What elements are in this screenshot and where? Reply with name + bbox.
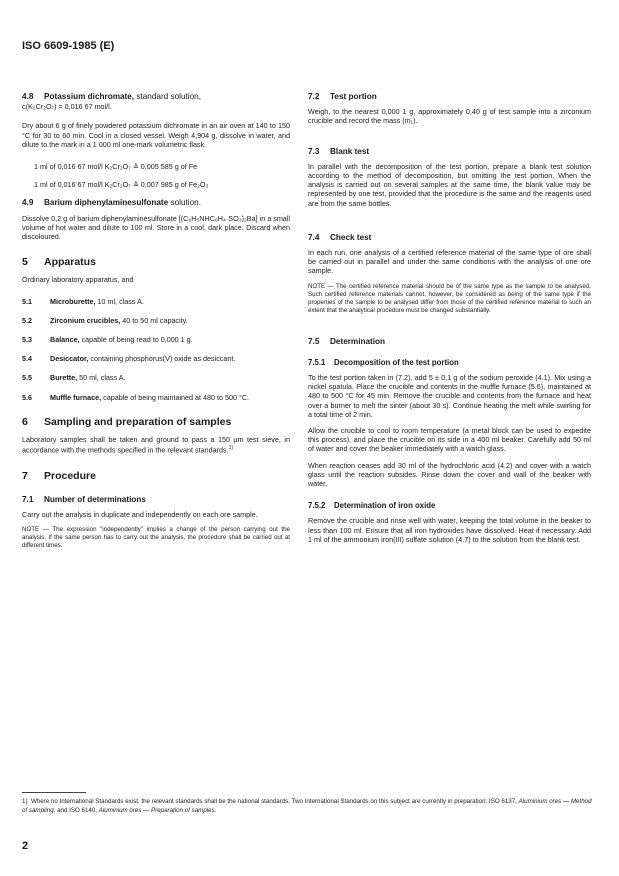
footnote-rule [22, 792, 86, 793]
section-7-5-heading: 7.5 Determination [308, 336, 386, 346]
formula-fe2o3: 1 ml of 0,016 67 mol/l K₂Cr₂O₇ ≙ 0,007 985 g of Fe₂O₃ [34, 180, 209, 190]
section-4-9-text: Dissolve 0,2 g of barium diphenylaminesulfonate [(C₆H₅NHC₆H₄·SO₃)₂Ba] in a small volume of hot water and dilute to 100 ml. Store in a cool, dark place. Discard when discoloured. [22, 213, 290, 242]
section-4-9-heading: 4.9 Barium diphenylaminesulfonate solution. [22, 198, 201, 208]
section-7-2-heading: 7.2 Test portion [308, 92, 377, 101]
section-6-text: Laboratory samples shall be taken and ground to pass a 150 µm test sieve, in accordance with the methods specified in the relevant standards.$^{1)}$ [22, 435, 290, 455]
page-number: 2 [22, 840, 29, 852]
section-7-5-1-para-1: To the test portion taken in (7.2), add 5 ± 0,1 g of the sodium peroxide (4.1). Mix using a nickel spatula. Place the crucible and contents in the muffle furnace (5.6), maintained at 480 to 500 °C for 45 min. Remove the crucible and contents from the furnace and heat over a burner to melt the sinter (about 30 s). Continue heating the melt while swirling for a total time of 2 min. [308, 373, 591, 419]
item-5-3: 5.3 Balance, capable of being read to 0,000 1 g. [22, 335, 193, 345]
right-column [308, 92, 591, 551]
section-7-1-text: Carry out the analysis in duplicate and independently on each ore sample. [22, 510, 258, 520]
footnote: 1) Where no International Standards exist, the relevant standards shall be the national standards. Two International Standards on this subject are currently in preparation: ISO 6137, Aluminium ores — Method of sampling, and ISO 6140, Aluminium ores — Preparation of samples. [22, 798, 592, 814]
section-7-4-heading: 7.4 Check test [308, 232, 372, 242]
item-5-1: 5.1 Microburette, 10 ml, class A. [22, 296, 144, 306]
section-5-intro: Ordinary laboratory apparatus, and [22, 275, 134, 285]
section-7-5-1-para-2: Allow the crucible to cool to room temperature (a metal block can be used to expedite this process), and place the crucible on its side in a 400 ml beaker. Carefully add 50 ml of water and cover the beaker immediately with a watch glass. [308, 426, 591, 454]
formula-fe: 1 ml of 0,016 67 mol/l K₂Cr₂O₇ ≙ 0,005 585 g of Fe [34, 162, 198, 172]
item-5-4: 5.4 Desiccator, containing phosphorus(V) oxide as desiccant. [22, 354, 236, 364]
section-7-heading: 7 Procedure [22, 469, 96, 482]
section-7-3-text: In parallel with the decomposition of the test portion, prepare a blank test solution according to the method of decomposition, but omitting the test portion. When the analysis is carried out on several samples at the same time, the blank value may be represented by one test, provided that the procedure is the same and the reagents used are from the same bottles. [308, 161, 591, 208]
section-7-4-text: In each run, one analysis of a certified reference material of the same type of ore shall be carried out in parallel and under the same conditions with the analysis of one ore sample. [308, 248, 591, 276]
section-7-1-note: NOTE — The expression "independently" implies a change of the person carrying out the analysis. If the same person has to carry out the analysis, the procedure shall be carried out at different times. [22, 526, 290, 550]
section-7-5-1-para-3: When reaction ceases add 30 ml of the hydrochloric acid (4.2) and cover with a watch glass until the reaction subsides. Rinse down the cover and wall of the beaker with water. [308, 460, 591, 489]
item-5-5: 5.5 Burette, 50 ml, class A. [22, 373, 126, 383]
section-4-8-concentration: c(K₂Cr₂O₇) = 0,016 67 mol/l. [22, 102, 112, 112]
left-column [22, 92, 290, 558]
item-5-2: 5.2 Zirconium crucibles, 40 to 50 ml capacity. [22, 315, 188, 325]
section-7-1-heading: 7.1 Number of determinations [22, 495, 146, 505]
section-6-heading: 6 Sampling and preparation of samples [22, 415, 232, 428]
document-header: ISO 6609-1985 (E) [22, 40, 115, 52]
section-7-2-text: Weigh, to the nearest 0,000 1 g, approximately 0,40 g of test sample into a zirconium crucible and record the mass (m₁). [308, 107, 591, 126]
section-4-8-heading: 4.8 Potassium dichromate, standard solution, [22, 92, 202, 101]
section-4-8-text: Dry about 6 g of finely powdered potassium dichromate in an air oven at 140 to 150 °C for 30 to 60 min. Cool in a closed vessel. Weigh 4,904 g, dissolve in water, and dilute to the mark in a 1 000 ml one-mark volumetric flask. [22, 121, 290, 149]
section-7-5-1-heading: 7.5.1 Decomposition of the test portion [308, 357, 459, 367]
section-7-5-2-heading: 7.5.2 Determination of iron oxide [308, 501, 436, 511]
section-7-4-note: NOTE — The certified reference material should be of the same type as the sample to be analysed. Such certified reference materials cannot, however, be considered as being of the same type if the properties of the sample to be analysed differ from those of the certified reference material to such an extent that the analytical procedure must be changed substantially. [308, 282, 591, 314]
section-5-heading: 5 Apparatus [22, 256, 96, 269]
section-7-5-2-para-1: Remove the crucible and rinse well with water, keeping the total volume in the beaker to less than 100 ml. Ensure that all iron hydroxides have dissolved. Heat if necessary. Add 1 ml of the ammonium iron(III) sulfate solution (4.7) to the solution from the blank test. [308, 516, 591, 544]
section-7-3-heading: 7.3 Blank test [308, 146, 370, 156]
item-5-6: 5.6 Muffle furnace, capable of being maintained at 480 to 500 °C. [22, 392, 250, 402]
